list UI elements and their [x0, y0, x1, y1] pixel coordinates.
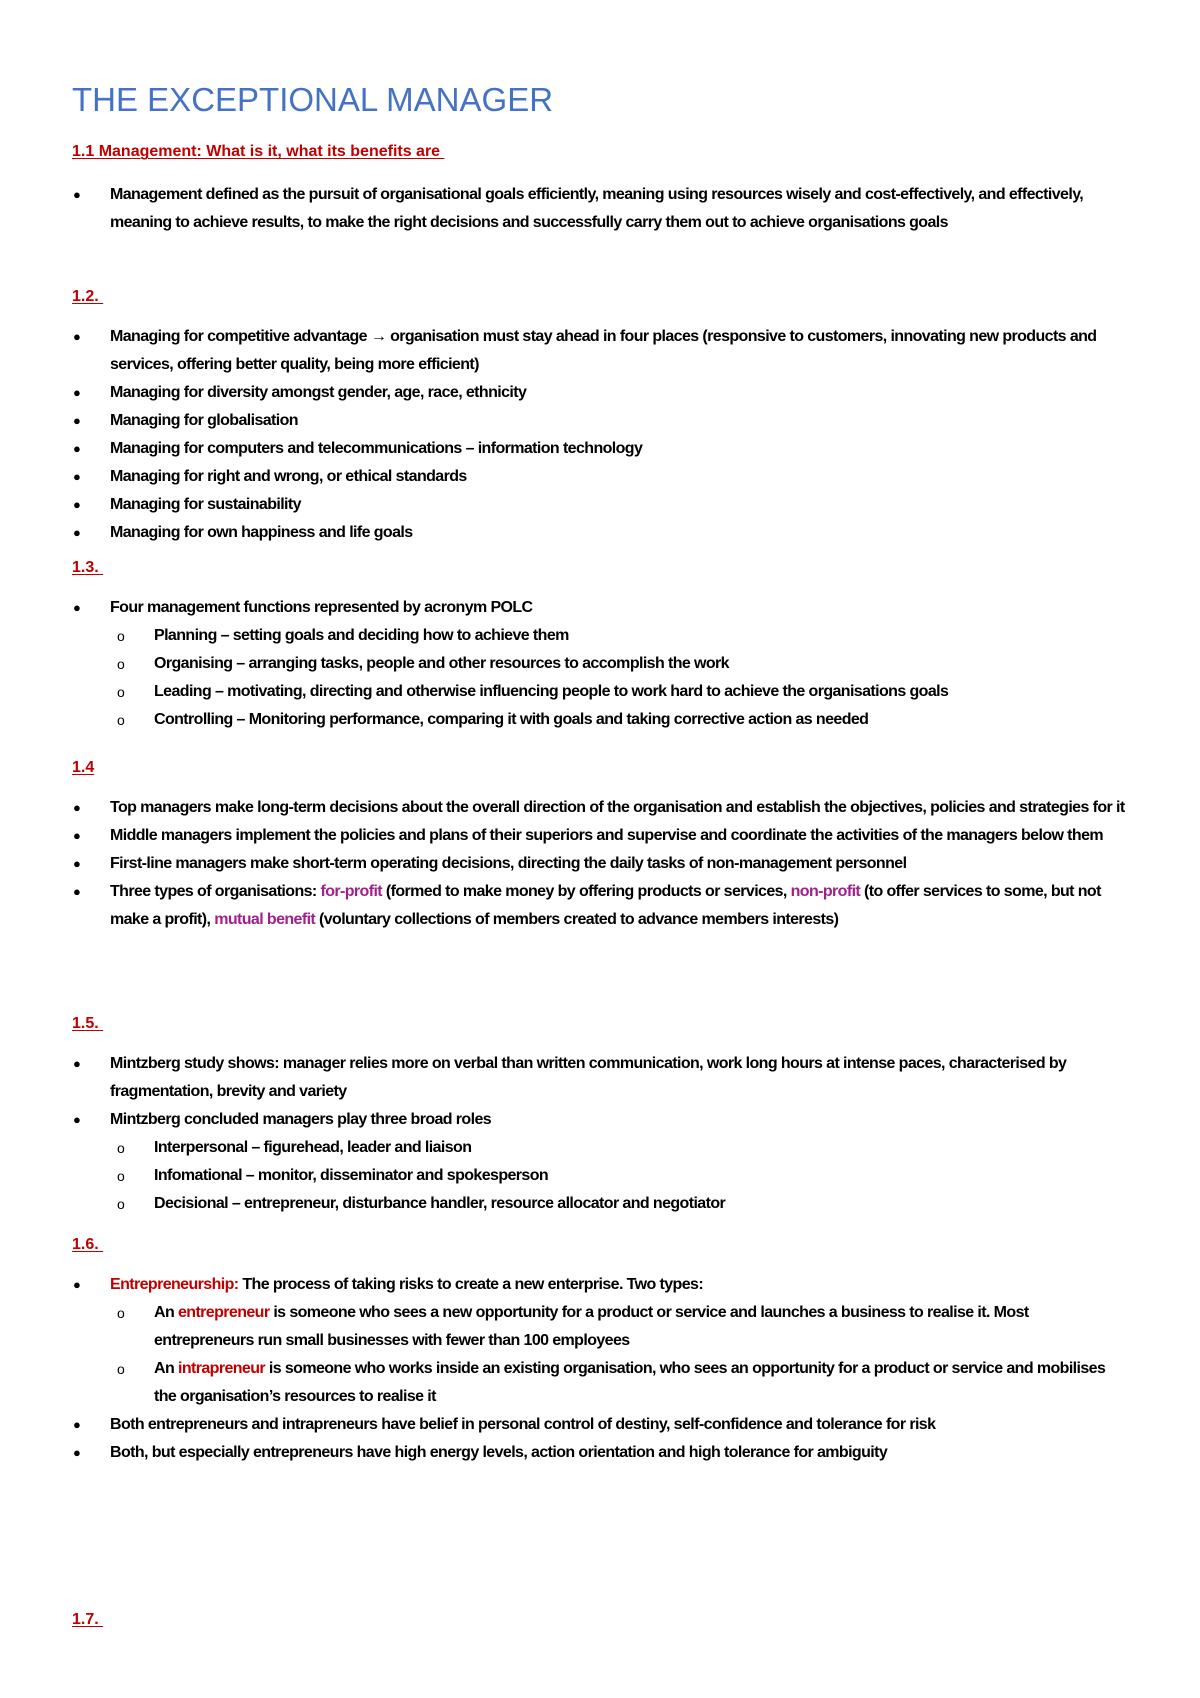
list-item [0, 822, 1200, 850]
bullet-icon: ● [73, 1277, 81, 1292]
list-item-text-part: An [154, 1360, 178, 1377]
section-1-5-list [0, 1050, 1200, 1218]
section-1-3-list [0, 594, 1200, 734]
list-item-text: Four management functions represented by acronym POLC [110, 599, 533, 616]
list-item-text: Top managers make long-term decisions about the overall direction of the organisation and establish the objectives, policies and strategies for it [110, 799, 1125, 816]
list-item-text-part: is someone who works inside an existing organisation, who sees an opportunity for a product or service and mobilises the organisation’s resources to realise it [154, 1360, 1106, 1405]
section-heading-1-2: 1.2. [72, 288, 104, 305]
list-item-text [110, 1271, 1130, 1299]
list-item-text: Managing for own happiness and life goals [110, 524, 413, 541]
list-item-text-part: The process of taking risks to create a new enterprise. Two types: [238, 1276, 704, 1293]
list-item [0, 794, 1200, 822]
sub-list-item-text: Leading – motivating, directing and otherwise influencing people to work hard to achieve the organisations goals [154, 683, 949, 700]
section-heading-1-4: 1.4 [72, 759, 95, 776]
list-item [0, 594, 1200, 622]
circle-bullet-icon: o [117, 656, 125, 672]
list-item [0, 850, 1200, 878]
list-item [0, 519, 1200, 547]
list-item [0, 435, 1200, 463]
bullet-icon: ● [73, 1056, 81, 1071]
list-item-text: Managing for diversity amongst gender, age, race, ethnicity [110, 384, 527, 401]
bullet-icon: ● [73, 800, 81, 815]
sub-list-item [0, 1162, 1200, 1190]
bullet-icon: ● [73, 469, 81, 484]
list-item-text-part: (voluntary collections of members created to advance members interests) [315, 911, 839, 928]
list-item-text: Mintzberg concluded managers play three broad roles [110, 1111, 492, 1128]
circle-bullet-icon: o [117, 1140, 125, 1156]
bullet-icon: ● [73, 1417, 81, 1432]
sub-list-item-text: Controlling – Monitoring performance, comparing it with goals and taking corrective action as needed [154, 711, 869, 728]
list-item-text: Middle managers implement the policies and plans of their superiors and supervise and coordinate the activities of the managers below them [110, 827, 1104, 844]
list-item-text: Managing for right and wrong, or ethical standards [110, 468, 467, 485]
list-item-text-part: Three types of organisations: [110, 883, 321, 900]
sub-list-item-text: Interpersonal – figurehead, leader and liaison [154, 1139, 472, 1156]
mutual-benefit-term: mutual benefit [214, 911, 316, 928]
sub-list-item-text: Infomational – monitor, disseminator and spokesperson [154, 1167, 549, 1184]
section-heading-1-5: 1.5. [72, 1015, 104, 1032]
sub-list-item-text [154, 1299, 1130, 1355]
section-heading-1-7: 1.7. [72, 1611, 104, 1628]
bullet-icon: ● [73, 1445, 81, 1460]
sub-list-item-text: Decisional – entrepreneur, disturbance handler, resource allocator and negotiator [154, 1195, 726, 1212]
list-item-text-part: (to offer services to some, but not make a profit), [110, 883, 1101, 928]
sub-list-item [0, 622, 1200, 650]
bullet-icon: ● [73, 441, 81, 456]
entrepreneurship-term: Entrepreneurship: [110, 1276, 239, 1293]
list-item-text: Both entrepreneurs and intrapreneurs have belief in personal control of destiny, self-confidence and tolerance for risk [110, 1416, 936, 1433]
sub-list-item-text: Planning – setting goals and deciding how to achieve them [154, 627, 569, 644]
list-item [0, 1271, 1200, 1299]
sub-list-item [0, 678, 1200, 706]
list-item-text-part: is someone who sees a new opportunity for a product or service and launches a business to realise it. Most entrepreneurs run small businesses with fewer than 100 employees [154, 1304, 1029, 1349]
sub-list-item [0, 706, 1200, 734]
section-1-6-list [0, 1271, 1200, 1467]
bullet-icon: ● [73, 600, 81, 615]
section-1-4-list [0, 794, 1200, 934]
section-heading-1-6: 1.6. [72, 1236, 104, 1253]
sub-list-item [0, 1190, 1200, 1218]
list-item-text-part: An [154, 1304, 178, 1321]
list-item-text: Managing for globalisation [110, 412, 298, 429]
sub-list-item-text: Organising – arranging tasks, people and other resources to accomplish the work [154, 655, 729, 672]
non-profit-term: non-profit [790, 883, 861, 900]
circle-bullet-icon: o [117, 1196, 125, 1212]
bullet-icon: ● [73, 385, 81, 400]
list-item-text: Managing for computers and telecommunications – information technology [110, 440, 643, 457]
circle-bullet-icon: o [117, 628, 125, 644]
list-item [0, 323, 1200, 379]
section-1-2-list [0, 323, 1200, 547]
sub-list-item [0, 650, 1200, 678]
bullet-icon: ● [73, 525, 81, 540]
list-item [0, 1439, 1200, 1467]
list-item-text [110, 878, 1130, 934]
bullet-icon: ● [73, 329, 81, 344]
circle-bullet-icon: o [117, 1361, 125, 1377]
list-item [0, 491, 1200, 519]
bullet-icon: ● [73, 884, 81, 899]
list-item [0, 1106, 1200, 1134]
for-profit-term: for-profit [320, 883, 383, 900]
circle-bullet-icon: o [117, 684, 125, 700]
sub-list-item [0, 1299, 1200, 1355]
section-heading-1-3: 1.3. [72, 559, 104, 576]
list-item-text: Managing for sustainability [110, 496, 301, 513]
list-item-text: Managing for competitive advantage → organisation must stay ahead in four places (responsive to customers, innovating new products and services, offering better quality, being more efficient) [110, 328, 1097, 373]
intrapreneur-term: intrapreneur [177, 1360, 266, 1377]
circle-bullet-icon: o [117, 712, 125, 728]
list-item-text: Both, but especially entrepreneurs have high energy levels, action orientation and high tolerance for ambiguity [110, 1444, 888, 1461]
section-heading-1-1: 1.1 Management: What is it, what its benefits are [72, 143, 445, 160]
list-item [0, 181, 1200, 237]
list-item [0, 407, 1200, 435]
list-item [0, 463, 1200, 491]
section-1-1-list [0, 181, 1200, 237]
sub-list-item [0, 1134, 1200, 1162]
bullet-icon: ● [73, 856, 81, 871]
list-item [0, 1411, 1200, 1439]
sub-list-item [0, 1355, 1200, 1411]
entrepreneur-term: entrepreneur [177, 1304, 270, 1321]
list-item-text-part: (formed to make money by offering products or services, [382, 883, 791, 900]
list-item [0, 379, 1200, 407]
list-item-text: First-line managers make short-term operating decisions, directing the daily tasks of non-management personnel [110, 855, 907, 872]
bullet-icon: ● [73, 828, 81, 843]
document-title: THE EXCEPTIONAL MANAGER [72, 81, 554, 118]
bullet-icon: ● [73, 1112, 81, 1127]
list-item-text: Management defined as the pursuit of organisational goals efficiently, meaning using resources wisely and cost-effectively, and effectively, meaning to achieve results, to make the right decisions and successfully carry them out to achieve organisations goals [110, 186, 1084, 231]
bullet-icon: ● [73, 497, 81, 512]
bullet-icon: ● [73, 413, 81, 428]
circle-bullet-icon: o [117, 1168, 125, 1184]
list-item [0, 878, 1200, 934]
bullet-icon: ● [73, 187, 81, 202]
circle-bullet-icon: o [117, 1305, 125, 1321]
list-item [0, 1050, 1200, 1106]
sub-list-item-text [154, 1355, 1130, 1411]
list-item-text: Mintzberg study shows: manager relies more on verbal than written communication, work long hours at intense paces, characterised by fragmentation, brevity and variety [110, 1055, 1067, 1100]
